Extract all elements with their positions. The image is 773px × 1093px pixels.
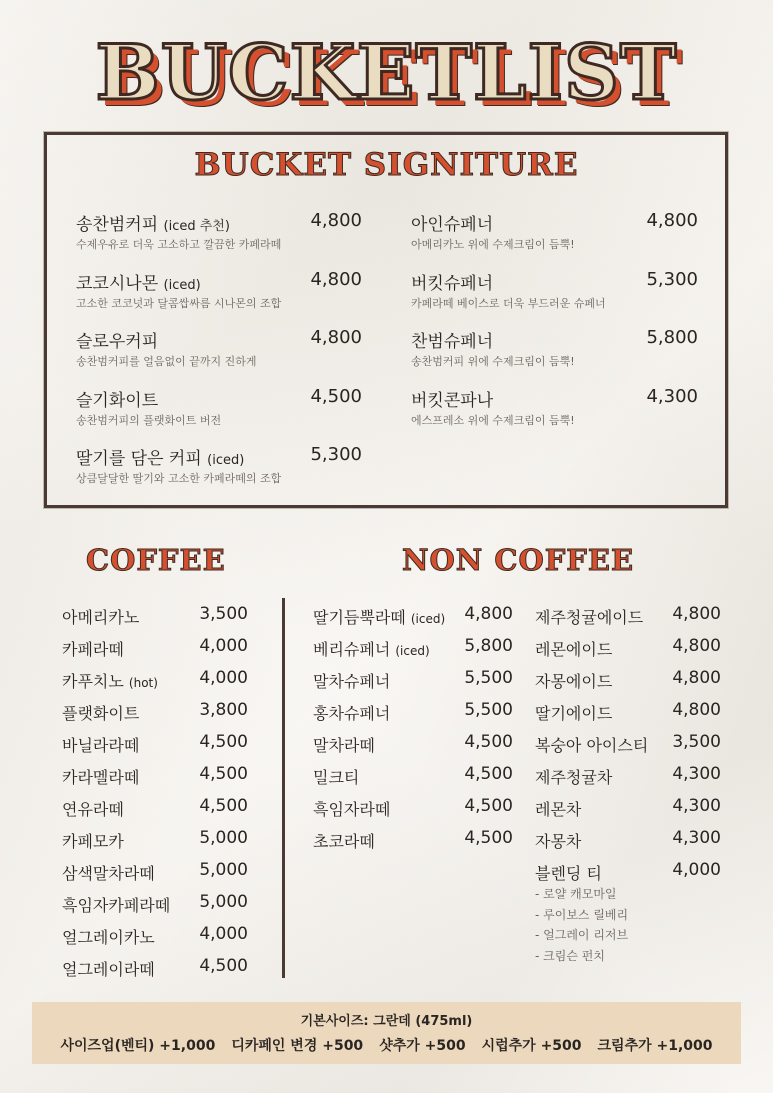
blend-option: - 얼그레이 리저브 [535, 928, 629, 942]
blend-option: - 크림슨 펀치 [535, 948, 605, 963]
signature-item-desc: 아메리카노 위에 수제크림이 듬뿍! [411, 238, 575, 251]
coffee-item-name: 흑임자카페라떼 [62, 896, 171, 915]
extra-option: 크림추가 +1,000 [597, 1038, 713, 1054]
coffee-item-price: 5,000 [199, 892, 248, 912]
coffee-item-name: 삼색말차라떼 [62, 864, 155, 883]
non-coffee-item-name: 초코라떼 [313, 832, 375, 851]
coffee-item-price: 4,000 [199, 924, 248, 944]
signature-item-price: 4,800 [646, 210, 698, 231]
signature-item-desc: 에스프레소 위에 수제크림이 듬뿍! [411, 413, 575, 427]
signature-item-desc: 상큼달달한 딸기와 고소한 카페라떼의 조합 [76, 472, 282, 485]
non-coffee-item-price: 4,800 [672, 700, 721, 720]
coffee-item-price: 5,000 [199, 860, 248, 880]
extra-option: 사이즈업(벤티) +1,000 [60, 1038, 216, 1054]
coffee-item-name: 연유라떼 [62, 800, 124, 819]
non-coffee-item-price: 4,500 [464, 764, 513, 784]
signature-item-desc: 고소한 코코넛과 달콤쌉싸름 시나몬의 조합 [76, 296, 282, 310]
non-coffee-item-name: 제주청귤에이드 [535, 608, 644, 627]
non-coffee-item-name: 베리슈페너 (iced) [313, 640, 430, 659]
non-coffee-item-name: 레몬에이드 [535, 640, 613, 659]
signature-item-note: (iced 추천) [163, 219, 230, 234]
non-coffee-item-name: 밀크티 [313, 768, 360, 787]
coffee-item-name: 카푸치노 (hot) [62, 672, 158, 691]
coffee-item-price: 3,500 [199, 604, 248, 624]
coffee-item-name: 얼그레이라떼 [62, 960, 155, 979]
coffee-item-price: 5,000 [199, 828, 248, 848]
non-coffee-item-price: 4,500 [464, 828, 513, 848]
non-coffee-item-name: 말차라떼 [313, 736, 375, 755]
signature-item-price: 5,300 [310, 444, 362, 465]
non-coffee-item-name: 자몽에이드 [535, 672, 613, 691]
signature-item-price: 4,500 [310, 385, 362, 407]
non-coffee-item-name: 블렌딩 티 [535, 864, 602, 883]
extra-option: 디카페인 변경 +500 [231, 1038, 364, 1054]
non-coffee-item-price: 4,800 [672, 668, 721, 688]
non-coffee-item-name: 자몽차 [535, 832, 582, 851]
coffee-item-name: 얼그레이카노 [62, 928, 155, 947]
signature-item-name: 아인슈페너 [411, 215, 494, 235]
signature-item-price: 4,800 [310, 210, 362, 231]
signature-item-name: 딸기를 담은 커피 (iced) [76, 449, 245, 469]
non-coffee-item-name: 제주청귤차 [535, 768, 613, 787]
non-coffee-item-price: 4,300 [672, 764, 721, 784]
signature-item-note: (iced) [207, 453, 245, 468]
signature-item-desc: 송찬범커피의 플랫화이트 버전 [76, 413, 222, 427]
signature-item-desc: 송찬범커피를 얼음없이 끝까지 진하게 [76, 355, 257, 368]
signature-item-name: 버킷콘파나 [411, 390, 494, 411]
non-coffee-item-price: 4,800 [672, 636, 721, 656]
signature-item-name: 버킷슈페너 [411, 273, 494, 294]
non-coffee-item-price: 5,500 [464, 668, 513, 688]
options-footer [32, 1002, 741, 1064]
coffee-item-note: (hot) [128, 676, 158, 690]
non-coffee-item-price: 5,800 [464, 636, 513, 656]
signature-item-name: 송찬범커피 (iced 추천) [76, 215, 230, 235]
non-coffee-item-price: 4,800 [672, 604, 721, 624]
coffee-item-name: 카라멜라떼 [62, 768, 140, 787]
signature-item-name: 찬범슈페너 [411, 332, 494, 352]
coffee-item-price: 4,500 [199, 732, 248, 752]
non-coffee-item-price: 4,500 [464, 796, 513, 816]
signature-item-name: 슬기화이트 [76, 390, 159, 411]
non-coffee-item-name: 레몬차 [535, 800, 582, 819]
non-coffee-item-name: 홍차슈페너 [313, 704, 391, 723]
blend-option: - 루이보스 릴베리 [535, 907, 629, 922]
non-coffee-item-price: 4,500 [464, 732, 513, 752]
non-coffee-item-price: 4,800 [464, 604, 513, 624]
extra-option: 시럽추가 +500 [481, 1038, 582, 1054]
signature-item-desc: 수제우유로 더욱 고소하고 깔끔한 카페라떼 [76, 238, 282, 251]
coffee-item-name: 카페라떼 [62, 640, 124, 659]
non-coffee-item-name: 딸기에이드 [535, 704, 613, 723]
non-coffee-item-price: 5,500 [464, 700, 513, 720]
coffee-item-price: 4,500 [199, 796, 248, 816]
signature-title: BUCKET SIGNITURE [194, 147, 579, 183]
coffee-item-name: 플랫화이트 [62, 704, 140, 723]
coffee-item-price: 3,800 [199, 700, 248, 720]
non-coffee-item-name: 복숭아 아이스티 [535, 736, 649, 755]
coffee-item-name: 바닐라라떼 [62, 736, 140, 755]
coffee-item-price: 4,500 [199, 956, 248, 976]
signature-item-price: 4,300 [646, 385, 698, 407]
signature-item-name: 코코시나몬 (iced) [76, 273, 201, 294]
menu-title: BUCKETLIST [95, 28, 678, 117]
blend-option: - 로얄 캐모마일 [535, 887, 617, 901]
non-coffee-item-price: 4,300 [672, 828, 721, 848]
column-divider [282, 598, 285, 978]
non-coffee-item-price: 4,000 [672, 860, 721, 880]
coffee-item-name: 아메리카노 [62, 608, 140, 627]
signature-item-price: 4,800 [310, 327, 362, 348]
coffee-item-price: 4,000 [199, 668, 248, 688]
non-coffee-item-note: (iced) [410, 612, 446, 626]
coffee-item-price: 4,500 [199, 764, 248, 784]
coffee-item-price: 4,000 [199, 636, 248, 656]
non-coffee-item-name: 말차슈페너 [313, 672, 391, 691]
non-coffee-item-name: 흑임자라떼 [313, 800, 391, 819]
non-coffee-item-note: (iced) [395, 644, 430, 658]
coffee-item-name: 카페모카 [62, 832, 124, 851]
non-coffee-item-name: 딸기듬뿍라떼 (iced) [313, 608, 446, 627]
signature-item-desc: 카페라떼 베이스로 더욱 부드러운 슈페너 [411, 296, 606, 310]
coffee-title: COFFEE [86, 543, 226, 577]
signature-item-price: 5,800 [646, 327, 698, 348]
signature-item-desc: 송찬범커피 위에 수제크림이 듬뿍! [411, 355, 575, 368]
signature-item-note: (iced) [163, 277, 201, 293]
extra-option: 샷추가 +500 [379, 1038, 466, 1054]
extra-options [32, 1035, 741, 1055]
signature-item-price: 5,300 [646, 268, 698, 290]
non-coffee-item-price: 3,500 [672, 732, 721, 752]
non-coffee-title: NON COFFEE [402, 543, 635, 577]
non-coffee-item-price: 4,300 [672, 796, 721, 816]
signature-item-price: 4,800 [310, 268, 362, 290]
base-size: 기본사이즈: 그란데 (475ml) [300, 1014, 473, 1029]
signature-item-name: 슬로우커피 [76, 332, 159, 352]
